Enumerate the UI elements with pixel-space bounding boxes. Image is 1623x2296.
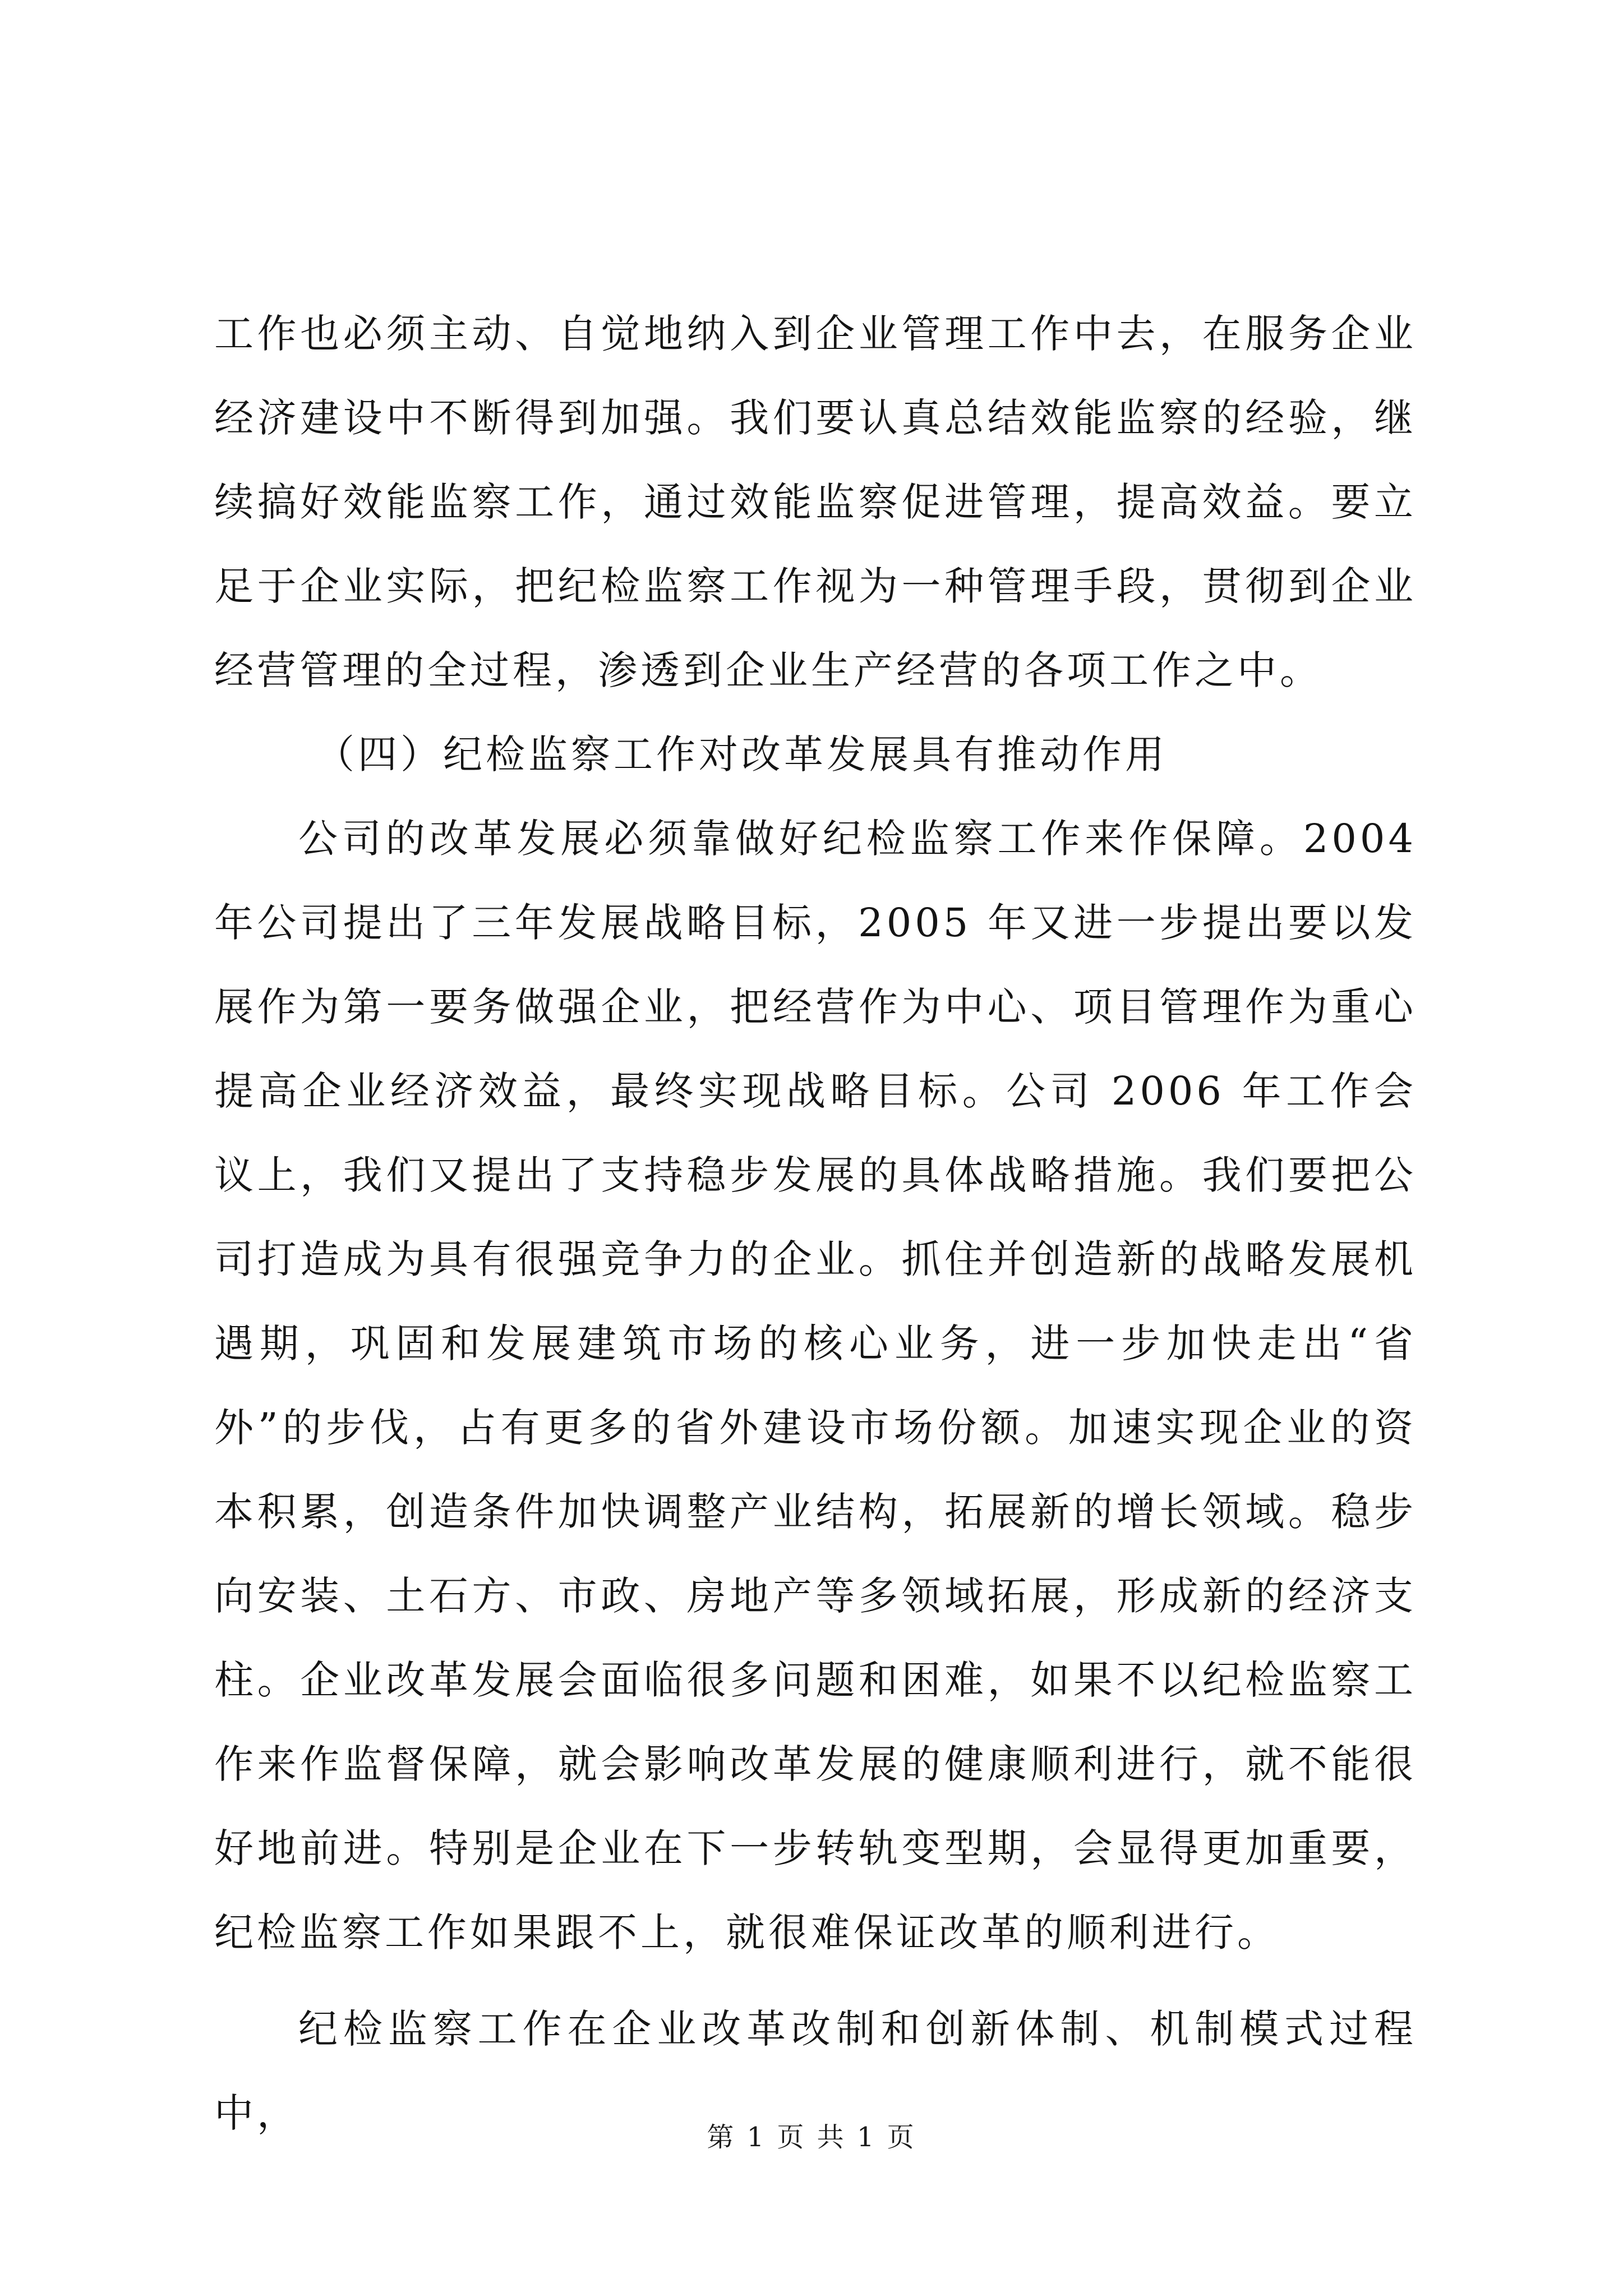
page-footer: 第 1 页 共 1 页 <box>707 2122 916 2153</box>
paragraph-reform-mechanism: 纪检监察工作在企业改革改制和创新体制、机制模式过程中， <box>214 2006 1417 2136</box>
paragraph-reform-development: 公司的改革发展必须靠做好纪检监察工作来作保障。2004 年公司提出了三年发展战略目标，2005 年又进一步提出要以发展作为第一要务做强企业，把经营作为中心、项目管理作为重心提高企业经济效益，最终实现战略目标。公司 2006 年工作会议上，我们又提出了支持稳步发展的具体战略措施。我们要把公司打造成为具有很强竞争力的企业。抓住并创造新的战略发展机遇期，巩固和发展建筑市场的核心业务，进一步加快走出“省外”的步伐，占有更多的省外建设市场份额。加速实现企业的资本积累，创造条件加快调整产业结构，拓展新的增长领域。稳步向安装、土石方、市政、房地产等多领域拓展，形成新的经济支柱。企业改革发展会面临很多问题和困难，如果不以纪检监察工作来作监督保障，就会影响改革发展的健康顺利进行，就不能很好地前进。特别是企业在下一步转轨变型期，会显得更加重要，纪检监察工作如果跟不上，就很难保证改革的顺利进行。 <box>214 816 1417 1955</box>
paragraph-continued: 工作也必须主动、自觉地纳入到企业管理工作中去，在服务企业经济建设中不断得到加强。我们要认真总结效能监察的经验，继续搞好效能监察工作，通过效能监察促进管理，提高效益。要立足于企业实际，把纪检监察工作视为一种管理手段，贯彻到企业经营管理的全过程，渗透到企业生产经营的各项工作之中。 <box>214 311 1417 693</box>
document-body <box>214 292 1417 2155</box>
section-heading: （四）纪检监察工作对改革发展具有推动作用 <box>315 731 1168 777</box>
